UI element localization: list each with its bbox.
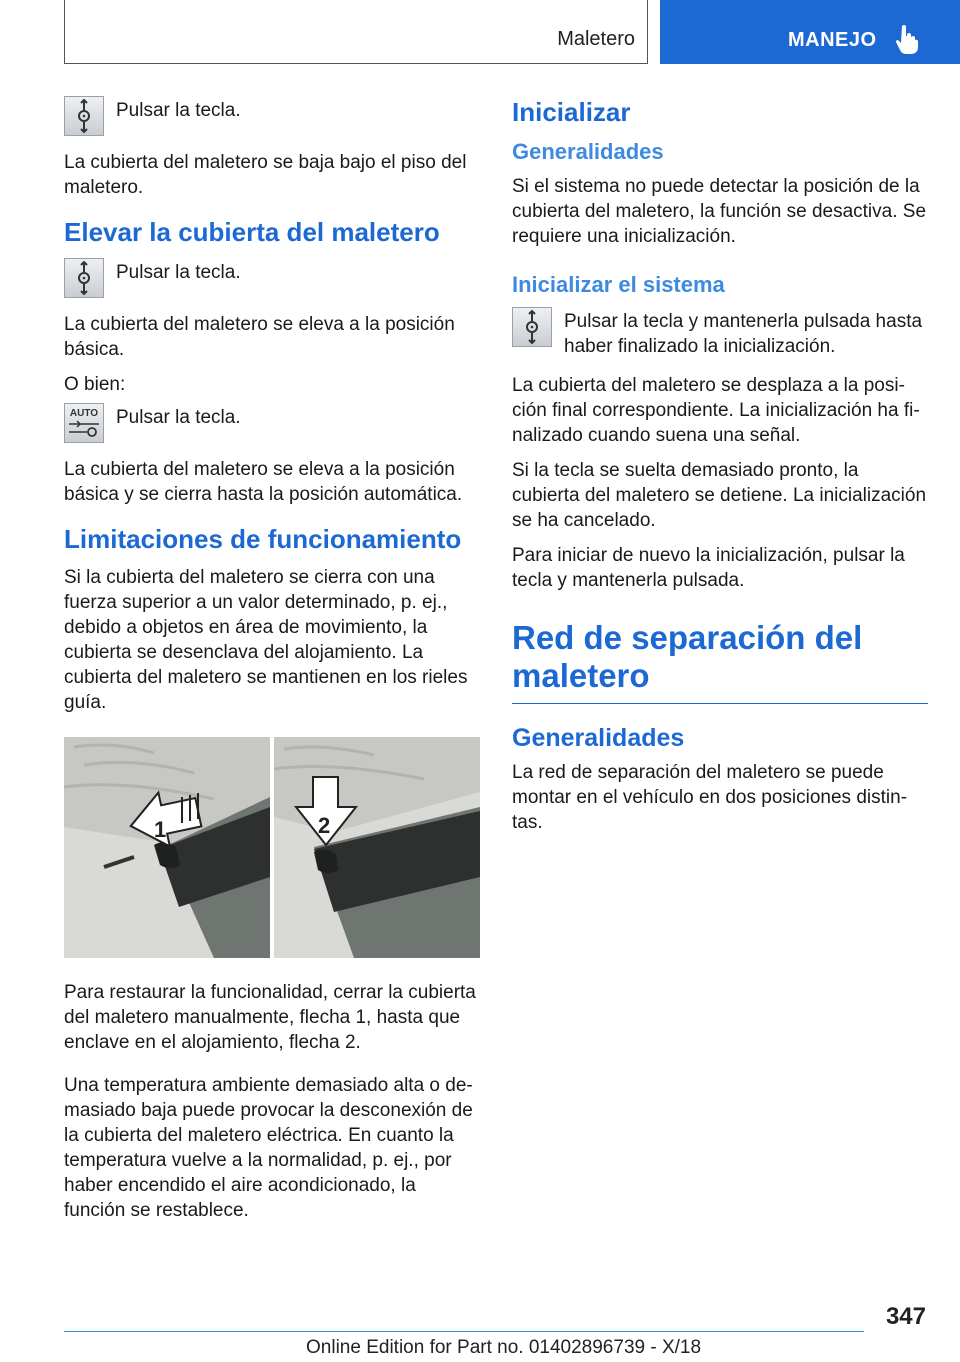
restore-desc: Para restaurar la funcionalidad, cerrar la cubierta del maletero manualmente, flecha 1, hasta que enclave en el alojamiento, flecha 2. xyxy=(64,982,476,1053)
footer-edition: Online Edition for Part no. 01402896739 - X/18 xyxy=(306,1337,702,1358)
init-trunk-cover-key-icon xyxy=(512,307,552,347)
raise-key-text: Pulsar la tecla. xyxy=(116,262,241,283)
trunk-cover-photo xyxy=(64,737,480,958)
pointing-hand-icon xyxy=(896,24,920,59)
general-desc: Si el sistema no puede detectar la posición de la cubierta del maletero, la función se desactiva. Se requiere una inicialización. xyxy=(512,176,927,247)
auto-key-row xyxy=(64,403,480,443)
photo-panel-arrow-2 xyxy=(274,737,480,958)
right-column xyxy=(512,96,928,845)
auto-key-icon xyxy=(64,403,104,443)
raise-desc: La cubierta del maletero se eleva a la posición básica. xyxy=(64,314,455,360)
footer-divider xyxy=(64,1331,864,1332)
init-desc-1: La cubierta del maletero se desplaza a la posición final correspondiente. La inicialización ha finalizado cuando suena una señal. xyxy=(512,375,920,446)
limits-heading: Limitaciones de funcionamiento xyxy=(64,524,462,554)
section-label: Maletero xyxy=(557,28,635,50)
net-general-heading: Generalidades xyxy=(512,724,685,752)
chapter-label: MANEJO xyxy=(788,29,877,51)
lower-desc: La cubierta del maletero se baja bajo el piso del maletero. xyxy=(64,152,467,198)
init-system-heading: Inicializar el sistema xyxy=(512,272,725,297)
init-heading: Inicializar xyxy=(512,97,631,127)
limits-desc: Si la cubierta del maletero se cierra con una fuerza superior a un valor determinado, p. ej., debido a objetos en área de movimiento, la cubierta se desenclava del alojamiento. La cubierta del maletero se mantienen en los rieles guía. xyxy=(64,567,468,713)
arrow-1-label: 1 xyxy=(154,817,167,842)
arrow-2-label: 2 xyxy=(318,813,331,838)
auto-icon-label: AUTO xyxy=(69,408,99,419)
init-key-row xyxy=(512,307,928,359)
auto-desc: La cubierta del maletero se eleva a la posición básica y se cierra hasta la posición automática. xyxy=(64,459,463,505)
init-key-text: Pulsar la tecla y mantenerla pulsada hasta haber finalizado la inicialización. xyxy=(564,311,923,357)
init-desc-3: Para iniciar de nuevo la inicialización, pulsar la tecla y mantenerla pulsada. xyxy=(512,545,905,591)
raise-key-row xyxy=(64,258,480,298)
init-desc-2: Si la tecla se suelta demasiado pronto, la cubierta del maletero se detiene. La inicialización se ha cancelado. xyxy=(512,460,927,531)
photo-panel-arrow-1 xyxy=(64,737,270,958)
raise-trunk-cover-key-icon xyxy=(64,258,104,298)
temp-desc: Una temperatura ambiente demasiado alta o demasiado baja puede provocar la desconexión de la cubierta del maletero eléctrica. En cuanto la temperatura vuelve a la normalidad, p. ej., por haber encendido el aire acondicionado, la función se restablece. xyxy=(64,1075,473,1221)
general-heading: Generalidades xyxy=(512,139,664,164)
net-desc: La red de separación del maletero se puede montar en el vehículo en dos posiciones distintas. xyxy=(512,762,908,833)
lower-key-row xyxy=(64,96,480,136)
lower-trunk-cover-key-icon xyxy=(64,96,104,136)
raise-heading: Elevar la cubierta del maletero xyxy=(64,217,440,247)
left-column xyxy=(64,96,480,1233)
lower-key-text: Pulsar la tecla. xyxy=(116,100,241,121)
net-title: Red de separación del maletero xyxy=(512,619,928,704)
chapter-tab[interactable] xyxy=(660,0,960,64)
auto-key-text: Pulsar la tecla. xyxy=(116,407,241,428)
page-number: 347 xyxy=(885,1303,926,1330)
header-section-box xyxy=(64,0,648,64)
or-text: O bien: xyxy=(64,374,126,395)
